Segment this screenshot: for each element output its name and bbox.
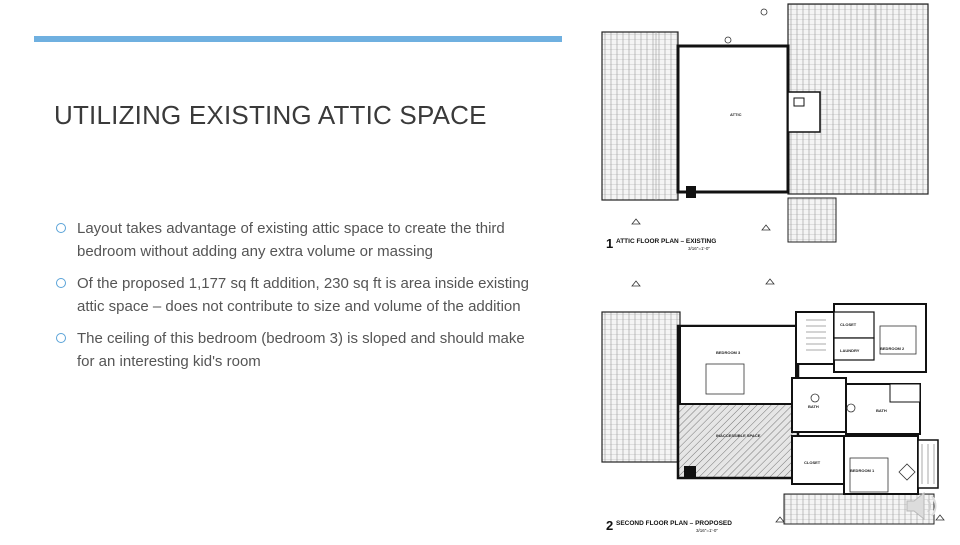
accent-bar: [34, 36, 562, 42]
room-label-bedroom-2: BEDROOM 2: [880, 346, 905, 351]
bullet-item: [56, 218, 536, 263]
second-floor-plan-scale: 3/16"=1'-0": [696, 528, 718, 533]
bullet-item: [56, 273, 536, 318]
room-label-bath: BATH: [808, 404, 819, 409]
attic-plan-number: 1: [606, 236, 614, 251]
bullet-text: Layout takes advantage of existing attic space to create the third bedroom without adding any extra volume or massing: [77, 220, 505, 260]
bullet-text: The ceiling of this bedroom (bedroom 3) is sloped and should make for an interesting kid's room: [77, 330, 525, 370]
bullet-ring-icon: [56, 278, 66, 288]
room-label-bath-2: BATH: [876, 408, 887, 413]
attic-plan-scale: 3/16"=1'-0": [688, 246, 710, 251]
bullet-text: Of the proposed 1,177 sq ft addition, 230 sq ft is area inside existing attic space – does not contribute to size and volume of the addition: [77, 275, 529, 315]
second-floor-plan: [602, 279, 944, 524]
second-floor-plan-name: SECOND FLOOR PLAN – PROPOSED: [616, 520, 732, 527]
room-label-attic: ATTIC: [730, 112, 742, 117]
room-label-laundry: LAUNDRY: [840, 348, 860, 353]
room-label-bedroom-3: BEDROOM 3: [716, 350, 741, 355]
attic-plan: [602, 4, 928, 242]
attic-plan-name: ATTIC FLOOR PLAN – EXISTING: [616, 238, 717, 245]
bullet-list: [56, 218, 536, 383]
slide-title: UTILIZING EXISTING ATTIC SPACE: [54, 100, 487, 130]
bullet-item: [56, 328, 536, 373]
room-label-closet-bottom: CLOSET: [804, 460, 821, 465]
floor-plans-image: [596, 0, 960, 540]
room-label-inaccessible-space: INACCESSIBLE SPACE: [716, 433, 761, 438]
second-floor-plan-number: 2: [606, 518, 614, 533]
speaker-icon[interactable]: [903, 488, 943, 524]
floor-plans-drawing: [596, 0, 960, 540]
room-label-bedroom-1: BEDROOM 1: [850, 468, 875, 473]
bullet-ring-icon: [56, 223, 66, 233]
room-label-closet-top: CLOSET: [840, 322, 857, 327]
bullet-ring-icon: [56, 333, 66, 343]
